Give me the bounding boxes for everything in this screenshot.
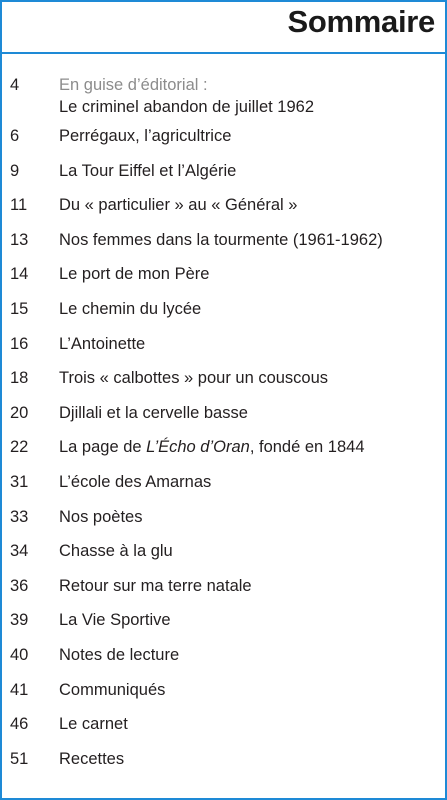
page-number: 41 (10, 680, 29, 699)
toc-row (2, 125, 445, 160)
page-number: 13 (10, 230, 29, 249)
entry-title: L’Antoinette (59, 334, 146, 353)
entry-title: Retour sur ma terre natale (59, 576, 252, 595)
table-of-contents (2, 74, 445, 782)
toc-entry (59, 74, 439, 118)
page-number: 46 (10, 715, 29, 734)
entry-title: Djillali et la cervelle basse (59, 403, 248, 422)
toc-row (2, 540, 445, 575)
page-number: 40 (10, 645, 29, 664)
page-number: 22 (10, 438, 29, 457)
page-number: 4 (10, 76, 20, 94)
toc-row (2, 644, 445, 679)
page-number: 11 (10, 196, 28, 215)
page-number: 6 (10, 127, 20, 145)
toc-row (2, 74, 445, 125)
entry-title: Nos femmes dans la tourmente (1961-1962) (59, 230, 383, 249)
toc-row (2, 263, 445, 298)
toc-row (2, 160, 445, 195)
toc-row (2, 506, 445, 541)
page-number: 39 (10, 611, 29, 630)
entry-title-italic: L’Écho d’Oran (146, 438, 250, 457)
entry-title: Le port de mon Père (59, 265, 210, 284)
entry-title-end: , fondé en 1844 (249, 438, 365, 457)
entry-title: Le carnet (59, 715, 128, 734)
page-number: 36 (10, 576, 29, 595)
entry-title: La Tour Eiffel et l’Algérie (59, 161, 237, 180)
entry-title: Perrégaux, l’agricultrice (59, 127, 232, 145)
page-number: 31 (10, 472, 29, 491)
entry-prefix: En guise d’éditorial : (59, 76, 208, 94)
page-number: 14 (10, 265, 29, 284)
toc-row (2, 748, 445, 783)
page-number: 33 (10, 507, 29, 526)
entry-title: Recettes (59, 749, 125, 768)
page-number: 15 (10, 299, 29, 318)
toc-row (2, 713, 445, 748)
entry-title: Le chemin du lycée (59, 299, 202, 318)
entry-title: La Vie Sportive (59, 611, 171, 630)
page-number: 20 (10, 403, 29, 422)
toc-row (2, 229, 445, 264)
page-number: 51 (10, 749, 29, 768)
title-bar (2, 2, 445, 54)
page-number: 34 (10, 542, 29, 561)
entry-title: Du « particulier » au « Général » (59, 196, 298, 215)
page-number: 9 (10, 161, 20, 180)
page-number: 18 (10, 369, 29, 388)
entry-title: Communiqués (59, 680, 166, 699)
entry-title: Nos poètes (59, 507, 143, 526)
entry-title: Le criminel abandon de juillet 1962 (59, 98, 315, 116)
toc-row (2, 471, 445, 506)
toc-row (2, 298, 445, 333)
page-number: 16 (10, 334, 29, 353)
toc-row (2, 402, 445, 437)
entry-title: Notes de lecture (59, 645, 180, 664)
toc-row (2, 679, 445, 714)
toc-row (2, 194, 445, 229)
entry-title: L’école des Amarnas (59, 472, 212, 491)
toc-row (2, 367, 445, 402)
toc-row (2, 436, 445, 471)
page-title: Sommaire (287, 4, 435, 39)
entry-title: Chasse à la glu (59, 542, 173, 561)
toc-row (2, 333, 445, 368)
entry-title-start: La page de (59, 438, 147, 457)
entry-title: Trois « calbottes » pour un couscous (59, 369, 329, 388)
toc-row (2, 575, 445, 610)
entry-title (59, 436, 439, 458)
toc-row (2, 609, 445, 644)
